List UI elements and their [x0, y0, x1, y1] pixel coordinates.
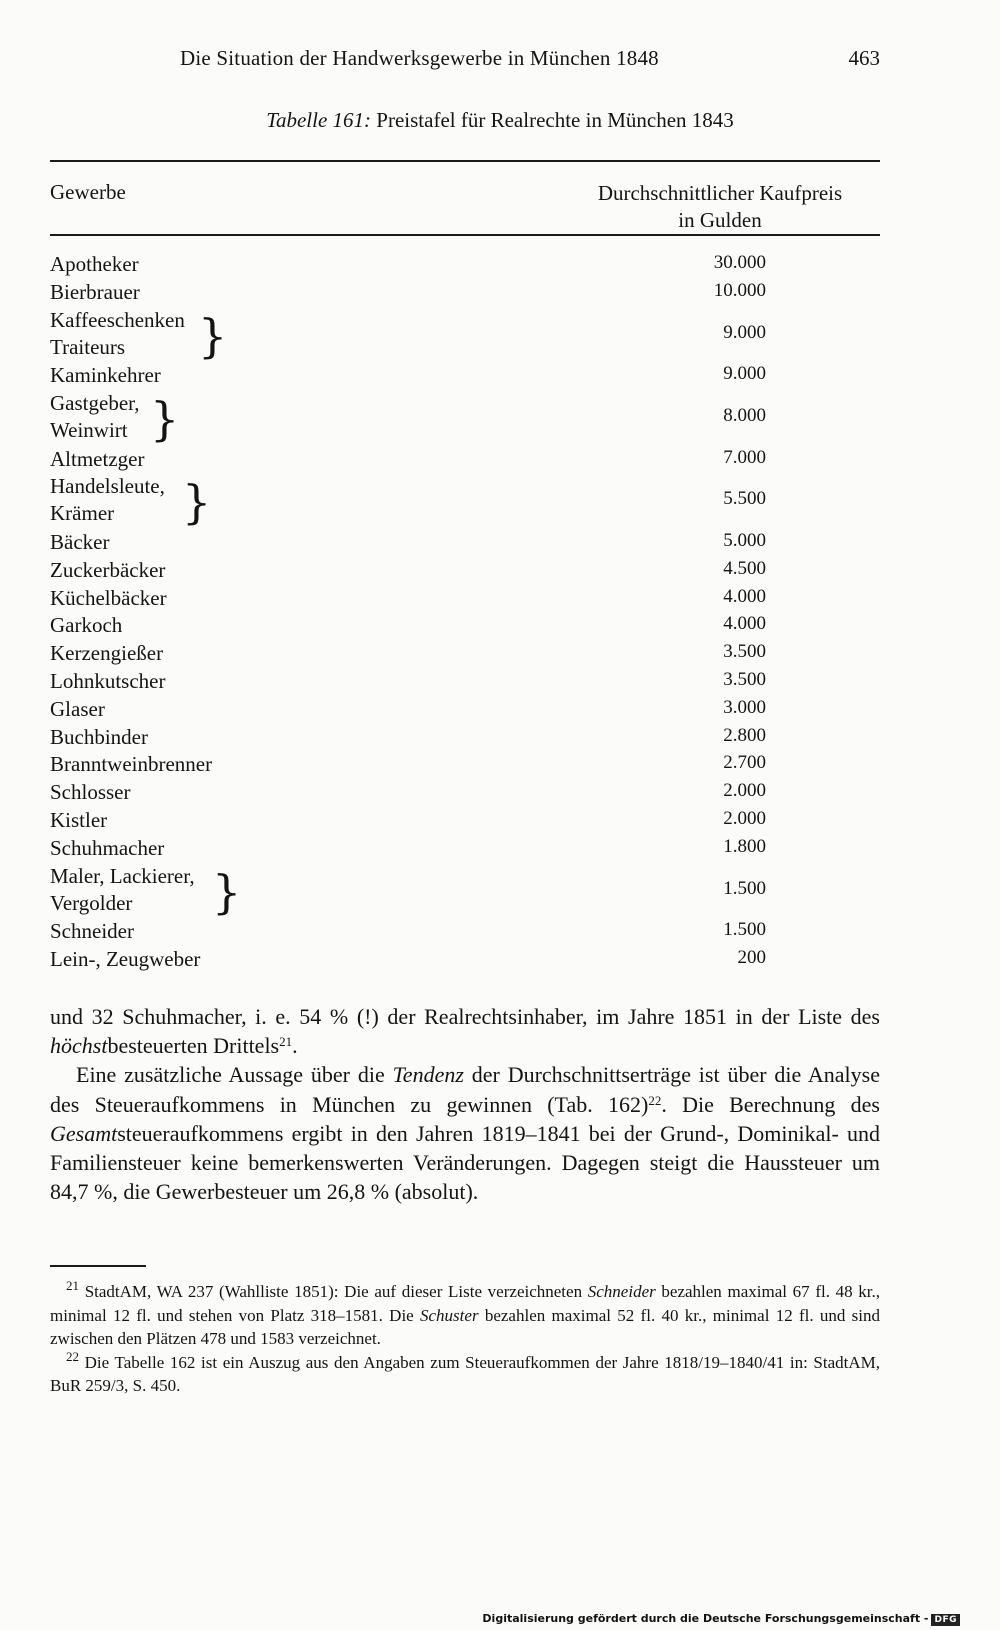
row-price: 9.000 [723, 363, 766, 385]
page-number: 463 [848, 46, 880, 70]
row-price: 1.500 [723, 919, 766, 941]
row-name: Schneider [50, 919, 134, 944]
row-name: Garkoch [50, 613, 123, 638]
footnote-21 [50, 1280, 880, 1351]
emphasis: höchst [50, 1033, 108, 1059]
row-price: 5.000 [723, 529, 766, 551]
row-name: Buchbinder [50, 724, 148, 749]
emphasis: Tendenz [392, 1062, 464, 1088]
table-row [50, 669, 880, 697]
dfg-logo-icon: DFG [931, 1614, 960, 1626]
row-price: 3.000 [723, 696, 766, 718]
brace-icon: } [198, 308, 228, 363]
running-title: Die Situation der Handwerksgewerbe in München 1848 [180, 46, 659, 70]
table-row-group [50, 391, 880, 447]
row-name: Apotheker [50, 252, 139, 276]
digitization-note [482, 1612, 960, 1626]
table-caption-text: Preistafel für Realrechte in München 1843 [376, 108, 734, 132]
row-price: 2.000 [723, 807, 766, 829]
table-row [50, 947, 880, 975]
row-price: 4.000 [723, 613, 766, 635]
row-price: 2.700 [723, 752, 766, 774]
emphasis: Schneider [587, 1282, 656, 1301]
table-row [50, 447, 880, 475]
table-row [50, 919, 880, 947]
row-name: Altmetzger [50, 446, 145, 471]
footnote-ref: 22 [648, 1092, 662, 1108]
row-price: 4.500 [723, 557, 766, 579]
footnotes [50, 1280, 880, 1398]
row-name: Gastgeber, [50, 390, 140, 415]
paragraph-text: der Durchschnittserträge ist über die Analyse des Steueraufkommens in München zu gewinnen (Tab. 162) [50, 1062, 880, 1117]
row-name: Kistler [50, 807, 108, 832]
row-price: 2.800 [723, 724, 766, 746]
footnote-text: StadtAM, WA 237 (Wahlliste 1851): Die auf dieser Liste verzeichneten [84, 1282, 588, 1301]
row-name: Zuckerbäcker [50, 557, 166, 582]
table-row [50, 780, 880, 808]
emphasis: Gesamt [50, 1120, 118, 1146]
row-price: 2.000 [723, 780, 766, 802]
footnote-ref: 21 [279, 1034, 293, 1050]
row-name: Küchelbäcker [50, 585, 167, 610]
row-name: Kaffeeschenken [50, 307, 185, 332]
footnote-number: 22 [66, 1348, 79, 1364]
row-name: Schlosser [50, 780, 131, 805]
table-row [50, 530, 880, 558]
row-price: 10.000 [713, 279, 766, 301]
row-price: 5.500 [723, 488, 766, 510]
paragraph-text: und 32 Schuhmacher, i. e. 54 % (!) der Realrechtsinhaber, im Jahre 1851 in der Liste des [50, 1004, 880, 1029]
digitization-text: Digitalisierung gefördert durch die Deutsche Forschungsgemeinschaft - [482, 1612, 929, 1625]
column-header-price [560, 180, 880, 234]
row-price: 200 [737, 946, 766, 968]
table-row [50, 725, 880, 753]
footnote-text: bezahlen maximal 52 fl. 40 kr., minimal 12 fl. und sind zwischen den Plätzen 478 und 1583 verzeichnet. [50, 1305, 880, 1349]
table-row [50, 641, 880, 669]
table-row [50, 280, 880, 308]
table-row [50, 363, 880, 391]
row-name: Kaminkehrer [50, 363, 161, 388]
footnote-text: bezahlen maximal 67 fl. 48 kr., minimal 12 fl. und stehen von Platz 318–1581. Die [50, 1282, 881, 1325]
emphasis: Schuster [420, 1305, 479, 1325]
row-name: Glaser [50, 696, 105, 721]
price-table [50, 252, 880, 975]
row-price: 1.800 [723, 835, 766, 857]
paragraph [50, 1060, 880, 1206]
table-row [50, 752, 880, 780]
row-price: 4.000 [723, 585, 766, 607]
row-price: 3.500 [723, 641, 766, 663]
footnote-text: Die Tabelle 162 ist ein Auszug aus den Angaben zum Steueraufkommen der Jahre 1818/19–1840/41 in: StadtAM, BuR 259/3, S. 450. [50, 1352, 881, 1396]
paragraph-text: . Die Berechnung des [661, 1091, 880, 1117]
row-name: Weinwirt [50, 417, 128, 442]
paragraph [50, 1002, 880, 1060]
table-caption-label: Tabelle 161: [266, 108, 372, 132]
brace-icon: } [150, 391, 180, 446]
row-name: Bierbrauer [50, 279, 140, 304]
table-row [50, 836, 880, 864]
row-price: 1.500 [723, 877, 766, 899]
footnote-rule [50, 1265, 146, 1267]
table-header-rule [50, 234, 880, 236]
table-row [50, 558, 880, 586]
footnote-22 [50, 1348, 881, 1398]
row-name: Maler, Lackierer, [50, 863, 195, 888]
row-price: 3.500 [723, 668, 766, 690]
brace-icon: } [182, 475, 212, 530]
table-top-rule [50, 160, 880, 162]
row-price: 7.000 [723, 446, 766, 468]
column-header-gewerbe: Gewerbe [50, 180, 126, 204]
table-caption [0, 108, 1000, 133]
row-price: 8.000 [723, 404, 766, 426]
brace-icon: } [212, 864, 242, 919]
table-row-group [50, 308, 880, 364]
row-name: Lein-, Zeugweber [50, 946, 201, 971]
table-row-group [50, 864, 880, 920]
row-name: Krämer [50, 501, 115, 526]
body-text [50, 1002, 880, 1206]
paragraph-text: besteuerten Drittels [107, 1033, 280, 1059]
table-row [50, 586, 880, 614]
row-name: Branntweinbrenner [50, 752, 213, 777]
row-name: Kerzengießer [50, 641, 164, 666]
table-row [50, 808, 880, 836]
table-row [50, 252, 880, 280]
row-price: 30.000 [713, 252, 766, 273]
row-name: Bäcker [50, 529, 110, 554]
row-name: Traiteurs [50, 334, 126, 359]
table-row-group [50, 474, 880, 530]
row-name: Schuhmacher [50, 835, 165, 860]
footnote-number: 21 [66, 1278, 79, 1293]
paragraph-text: steueraufkommens ergibt in den Jahren 1819–1841 bei der Grund-, Dominikal- und Familiensteuer keine bemerkenswerten Veränderungen. Dagegen steigt die Haussteuer um 84,7 %, die Gewerbesteuer um 26,8 % (absolut). [50, 1120, 880, 1205]
column-header-price-line2: in Gulden [678, 208, 762, 232]
row-name: Handelsleute, [50, 474, 165, 499]
paragraph-text: Eine zusätzliche Aussage über die [76, 1062, 393, 1088]
table-row [50, 697, 880, 725]
row-price: 9.000 [723, 321, 766, 343]
paragraph-text: . [292, 1033, 298, 1059]
row-name: Vergolder [50, 890, 133, 915]
row-name: Lohnkutscher [50, 668, 166, 693]
table-row [50, 613, 880, 641]
column-header-price-line1: Durchschnittlicher Kaufpreis [597, 181, 843, 205]
